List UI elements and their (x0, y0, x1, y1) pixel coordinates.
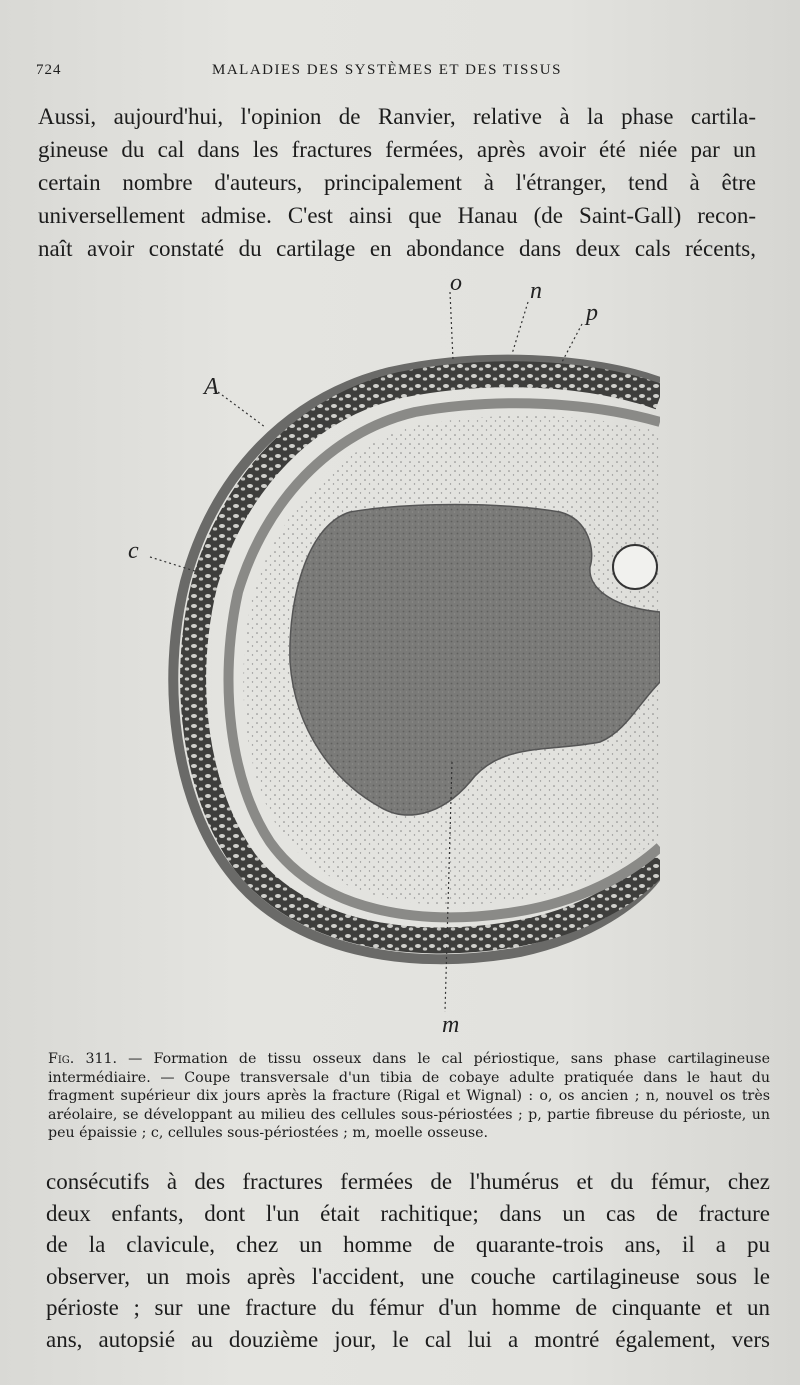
label-m: m (442, 1012, 460, 1038)
figure-number: Fig. 311. (48, 1051, 118, 1067)
label-c: c (128, 538, 139, 564)
caption-text: — Formation de tissu osseux dans le cal périostique, sans phase cartilagineuse intermédiaire. — Coupe transversale d'un tibia de cobaye adulte pratiquée dans le haut du fragment supérieur dix jours après la fracture (Rigal et Wignal) : o, os ancien ; n, nouvel os très aréolaire, se développant au milieu des cellules sous-périostées ; p, partie fibreuse du périoste, un peu épaissie ; c, cellules sous-périostées ; m, moelle osseuse. (48, 1051, 770, 1141)
vessel-opening (613, 545, 657, 589)
text-line: périoste ; sur une fracture du fémur d'un homme de cinquante et un (46, 1295, 770, 1320)
top-paragraph (38, 100, 756, 265)
figure-caption (48, 1050, 770, 1143)
bone-section-illustration (120, 262, 680, 1042)
text-line: certain nombre d'auteurs, principalement à l'étranger, tend à être (38, 170, 756, 195)
text-line: de la clavicule, chez un homme de quarante-trois ans, il a pu (46, 1232, 770, 1257)
label-o: o (450, 270, 462, 296)
label-p: p (586, 300, 598, 326)
figure-bone-cross-section (120, 262, 680, 1042)
text-line: universellement admise. C'est ainsi que Hanau (de Saint-Gall) recon- (38, 203, 756, 228)
running-title: MALADIES DES SYSTÈMES ET DES TISSUS (212, 62, 562, 78)
text-line: gineuse du cal dans les fractures fermées, après avoir été niée par un (38, 137, 756, 162)
text-line: Aussi, aujourd'hui, l'opinion de Ranvier, relative à la phase cartila- (38, 104, 756, 129)
text-line: naît avoir constaté du cartilage en abondance dans deux cals récents, (38, 236, 756, 261)
text-line: ans, autopsié au douzième jour, le cal lui a montré également, vers (46, 1326, 770, 1352)
label-n: n (530, 278, 542, 304)
text-line: consécutifs à des fractures fermées de l'humérus et du fémur, chez (46, 1169, 770, 1194)
running-head (36, 62, 756, 84)
bottom-paragraph (46, 1166, 770, 1355)
bone-ring (173, 360, 660, 960)
label-A: A (204, 374, 219, 400)
text-line: observer, un mois après l'accident, une couche cartilagineuse sous le (46, 1263, 770, 1289)
text-line: deux enfants, dont l'un était rachitique; dans un cas de fracture (46, 1200, 770, 1226)
page-number: 724 (36, 62, 62, 78)
